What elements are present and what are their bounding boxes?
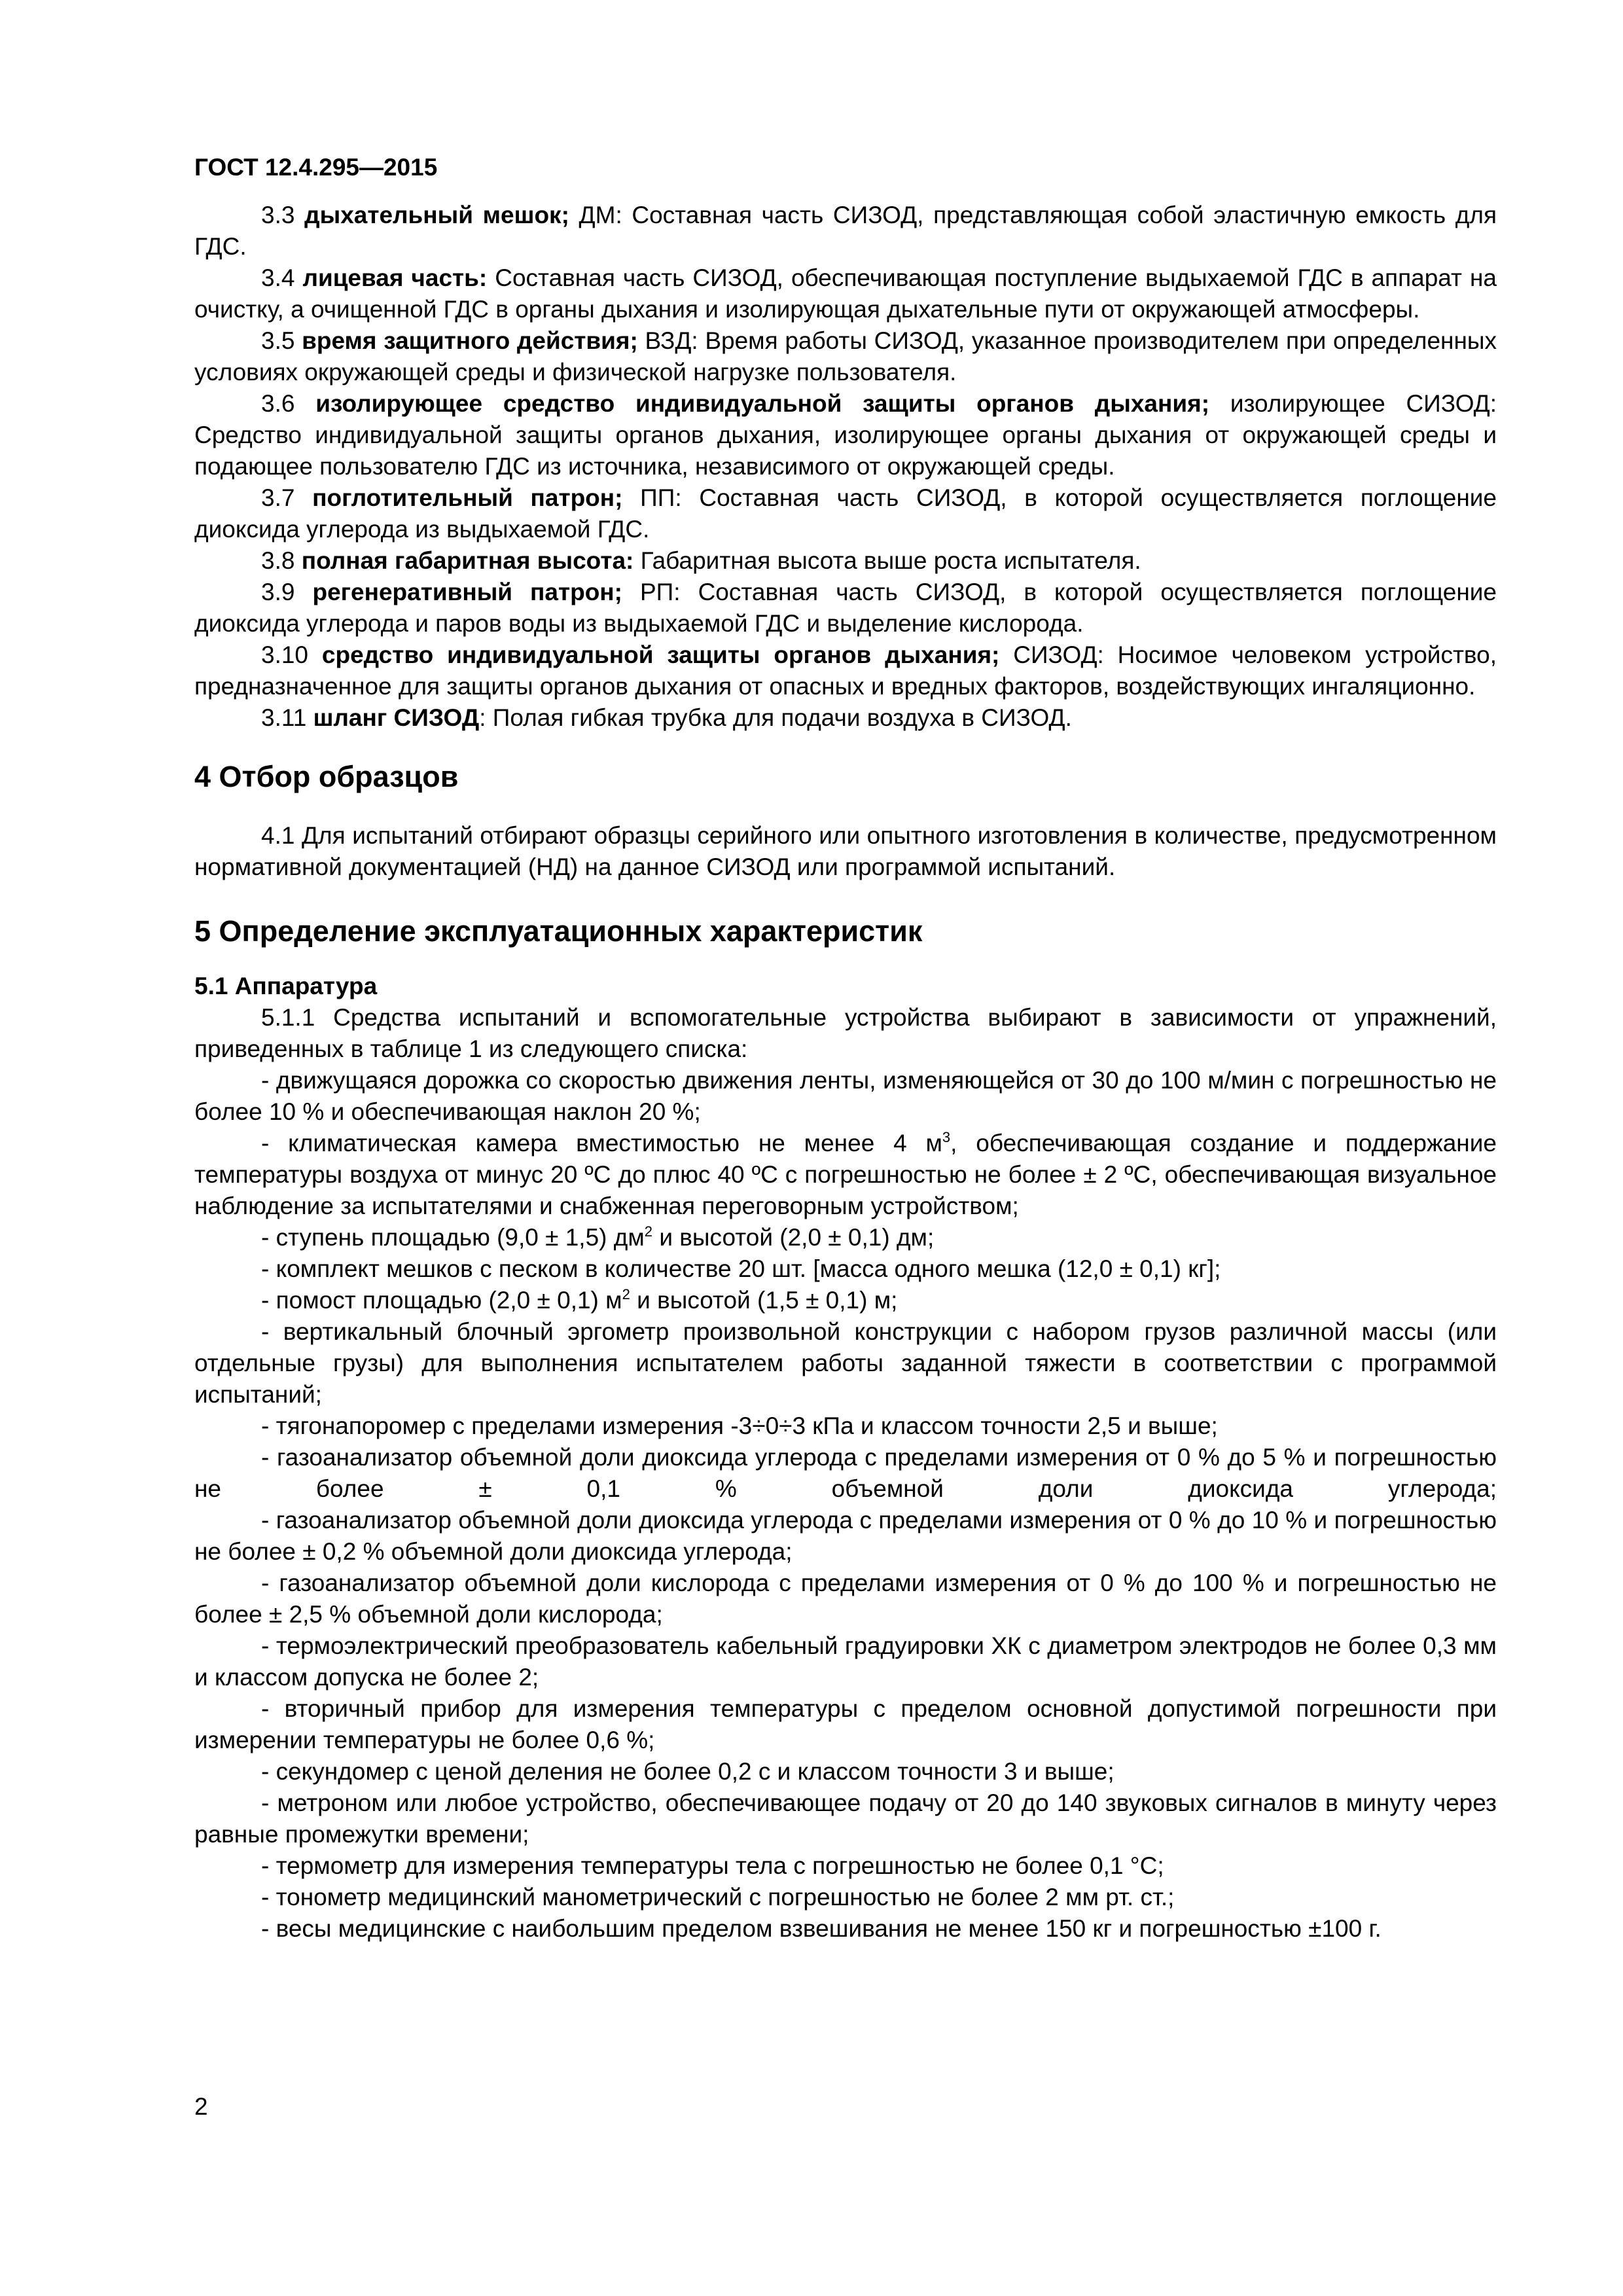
definition-3-4: 3.4 лицевая часть: Составная часть СИЗОД, обеспечивающая поступление выдыхаемой ГДС в аппарат на очистку, а очищенной ГДС в органы дыхания и изолирующая дыхательные пути от окружающей атмосферы. <box>194 264 1497 323</box>
list-item: - весы медицинские с наибольшим пределом взвешивания не менее 150 кг и погрешностью ±100 г. <box>261 1915 1382 1942</box>
term: поглотительный патрон; <box>312 484 623 511</box>
list-item: - вторичный прибор для измерения температуры с пределом основной допустимой погрешности при измерении температуры не более 0,6 %; <box>194 1695 1497 1753</box>
section-5-heading: 5 Определение эксплуатационных характеристик <box>194 914 923 948</box>
list-item: - помост площадью (2,0 ± 0,1) $м^2$ и высотой (1,5 ± 0,1) м; <box>261 1286 898 1314</box>
list-item: - вертикальный блочный эргометр произвольной конструкции с набором грузов различной массы (или отдельные грузы) для выполнения испытателем работы заданной тяжести в соответствии с программой испытаний; <box>194 1318 1497 1408</box>
term: шланг СИЗОД <box>313 704 480 731</box>
list-item: - газоанализатор объемной доли диоксида углерода с пределами измерения от 0 % до 10 % и погрешностью не более ± 0,2 % объемной доли диоксида углерода; <box>194 1507 1497 1565</box>
list-item: - ступень площадью (9,0 ± 1,5) $дм^2$ и высотой (2,0 ± 0,1) дм; <box>261 1223 935 1251</box>
list-item: - тонометр медицинский манометрический с погрешностью не более 2 мм рт. ст.; <box>261 1884 1175 1910</box>
document-body <box>194 200 1497 1945</box>
list-item: - тягонапоромер с пределами измерения -3÷0÷3 кПа и классом точности 2,5 и выше; <box>261 1412 1218 1439</box>
list-item: - метроном или любое устройство, обеспечивающее подачу от 20 до 140 звуковых сигналов в минуту через равные промежутки времени; <box>194 1789 1497 1848</box>
term: лицевая часть: <box>302 264 488 291</box>
definition-3-3: 3.3 дыхательный мешок; ДМ: Составная часть СИЗОД, представляющая собой эластичную емкость для ГДС. <box>194 202 1497 260</box>
term: полная габаритная высота: <box>301 547 634 574</box>
list-item: - климатическая камера вместимостью не менее 4 $м^3$, обеспечивающая создание и поддержание температуры воздуха от минус 20 ºС до плюс 40 ºС с погрешностью не более ± 2 ºС, обеспечивающая визуальное наблюдение за испытателями и снабженная переговорным устройством; <box>194 1129 1497 1219</box>
term: регенеративный патрон; <box>312 579 622 605</box>
definition-3-6: 3.6 изолирующее средство индивидуальной защиты органов дыхания; изолирующее СИЗОД: Средство индивидуальной защиты органов дыхания, изолирующее органы дыхания от окружающей среды и подающее пользователю ГДС из источника, независимого от окружающей среды. <box>194 390 1497 480</box>
list-item: - движущаяся дорожка со скоростью движения ленты, изменяющейся от 30 до 100 м/мин с погрешностью не более 10 % и обеспечивающая наклон 20 %; <box>194 1067 1497 1125</box>
page-number: 2 <box>194 2093 208 2120</box>
definition-3-10: 3.10 средство индивидуальной защиты органов дыхания; СИЗОД: Носимое человеком устройство, предназначенное для защиты органов дыхания от опасных и вредных факторов, воздействующих ингаляционно. <box>194 641 1497 700</box>
definition-3-7: 3.7 поглотительный патрон; ПП: Составная часть СИЗОД, в которой осуществляется поглощение диоксида углерода из выдыхаемой ГДС. <box>194 484 1497 543</box>
list-item: - газоанализатор объемной доли кислорода с пределами измерения от 0 % до 100 % и погрешностью не более ± 2,5 % объемной доли кислорода; <box>194 1570 1497 1628</box>
definition-3-8: 3.8 полная габаритная высота: Габаритная высота выше роста испытателя. <box>261 547 1141 574</box>
subsection-5-1-heading: 5.1 Аппаратура <box>194 973 378 999</box>
definition-3-9: 3.9 регенеративный патрон; РП: Составная часть СИЗОД, в которой осуществляется поглощение диоксида углерода и паров воды из выдыхаемой ГДС и выделение кислорода. <box>194 579 1497 637</box>
term: средство индивидуальной защиты органов дыхания; <box>321 641 1000 668</box>
term: изолирующее средство индивидуальной защиты органов дыхания; <box>315 390 1210 417</box>
paragraph-5-1-1: 5.1.1 Средства испытаний и вспомогательные устройства выбирают в зависимости от упражнений, приведенных в таблице 1 из следующего списка: <box>194 1004 1497 1062</box>
page-header: ГОСТ 12.4.295—2015 <box>194 154 438 181</box>
list-item: - газоанализатор объемной доли диоксида углерода с пределами измерения от 0 % до 5 % и погрешностью не более ± 0,1 % объемной доли диоксида углерода; <box>194 1444 1497 1502</box>
list-item: - комплект мешков с песком в количестве 20 шт. [масса одного мешка (12,0 ± 0,1) кг]; <box>261 1255 1221 1282</box>
list-item: - термоэлектрический преобразователь кабельный градуировки ХК с диаметром электродов не более 0,3 мм и классом допуска не более 2; <box>194 1632 1497 1691</box>
term: дыхательный мешок; <box>304 202 569 228</box>
list-item: - термометр для измерения температуры тела с погрешностью не более 0,1 °С; <box>261 1852 1164 1879</box>
definition-3-11: 3.11 шланг СИЗОД: Полая гибкая трубка для подачи воздуха в СИЗОД. <box>261 704 1072 731</box>
section-4-heading: 4 Отбор образцов <box>194 760 459 793</box>
paragraph-4-1: 4.1 Для испытаний отбирают образцы серийного или опытного изготовления в количестве, предусмотренном нормативной документацией (НД) на данное СИЗОД или программой испытаний. <box>194 822 1497 880</box>
list-item: - секундомер с ценой деления не более 0,2 с и классом точности 3 и выше; <box>261 1758 1115 1785</box>
term: время защитного действия; <box>302 327 638 354</box>
definition-3-5: 3.5 время защитного действия; ВЗД: Время работы СИЗОД, указанное производителем при определенных условиях окружающей среды и физической нагрузке пользователя. <box>194 327 1497 386</box>
